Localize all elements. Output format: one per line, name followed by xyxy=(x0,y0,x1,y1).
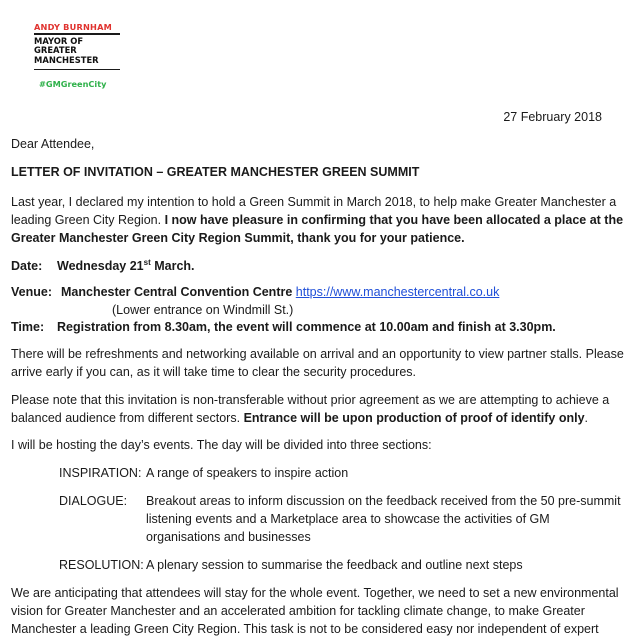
date-label: Date: xyxy=(11,259,43,273)
section-key: RESOLUTION: xyxy=(59,558,144,572)
section-key: INSPIRATION: xyxy=(59,466,142,480)
transfer-id-note: Entrance will be upon production of proof of identify only xyxy=(243,411,585,425)
section-text: Breakout areas to inform discussion on the feedback received from the 50 pre-summit listening events and a Marketplace area to showcase the activities of GM organisations and businesses xyxy=(146,494,621,544)
letter-subject: LETTER OF INVITATION – GREATER MANCHESTER GREEN SUMMIT xyxy=(11,165,420,179)
event-date-row xyxy=(11,257,195,275)
logo-title-line-1: MAYOR OF xyxy=(34,35,84,46)
hosting-paragraph: I will be hosting the day’s events. The day will be divided into three sections: xyxy=(11,438,432,452)
date-month: March. xyxy=(150,259,195,273)
section-text: A plenary session to summarise the feedback and outline next steps xyxy=(146,558,523,572)
logo-title-line-3: MANCHESTER xyxy=(34,55,99,66)
date-suffix: st xyxy=(143,257,151,267)
logo-title-line-2: GREATER xyxy=(34,45,77,56)
venue-link[interactable]: https://www.manchestercentral.co.uk xyxy=(295,285,500,299)
venue-note: (Lower entrance on Windmill St.) xyxy=(112,303,294,317)
refreshments-paragraph: There will be refreshments and networking available on arrival and an opportunity to view partner stalls. Please arrive early if you can, as it will take time to clear the security procedures. xyxy=(11,347,624,379)
section-key: DIALOGUE: xyxy=(59,494,128,508)
logo-divider-bottom xyxy=(34,69,120,70)
logo-hashtag: #GMGreenCity xyxy=(39,78,107,89)
transfer-paragraph xyxy=(11,391,637,427)
section-inspiration xyxy=(59,464,629,482)
logo-divider xyxy=(34,33,120,35)
section-text: A range of speakers to inspire action xyxy=(146,466,349,480)
closing-paragraph: We are anticipating that attendees will stay for the whole event. Together, we need to set a new environmental vision for Greater Manchester and an accelerated ambition for tackling climate change, to make Greater Manchester a leading Green City Region. This task is not to be considered easy nor independent of expert xyxy=(11,586,619,636)
intro-text: Last year, I declared my intention to hold a Green Summit in March 2018, to help make Greater Manchester a leading Green City Region. xyxy=(11,195,617,227)
transfer-text: Please note that this invitation is non-transferable without prior agreement as we are attempting to achieve a balanced audience from different sectors. xyxy=(11,393,610,425)
time-value: Registration from 8.30am, the event will commence at 10.00am and finish at 3.30pm. xyxy=(57,320,556,334)
intro-confirmation: I now have pleasure in confirming that you have been allocated a place at the Greater Manchester Green City Region Summit, thank you for your patience. xyxy=(11,213,624,245)
venue-value: Manchester Central Convention Centre xyxy=(61,285,293,299)
letter-date: 27 February 2018 xyxy=(503,110,602,124)
salutation: Dear Attendee, xyxy=(11,137,95,151)
section-resolution xyxy=(59,556,629,574)
transfer-end: . xyxy=(584,411,589,425)
venue-label: Venue: xyxy=(11,285,52,299)
logo-name: ANDY BURNHAM xyxy=(34,22,112,32)
intro-paragraph xyxy=(11,193,637,247)
event-time-row xyxy=(11,318,556,336)
mayor-logo xyxy=(34,22,120,89)
event-venue-row xyxy=(11,283,499,301)
time-label: Time: xyxy=(11,320,45,334)
section-dialogue xyxy=(59,492,629,546)
date-value: Wednesday 21 xyxy=(57,259,144,273)
